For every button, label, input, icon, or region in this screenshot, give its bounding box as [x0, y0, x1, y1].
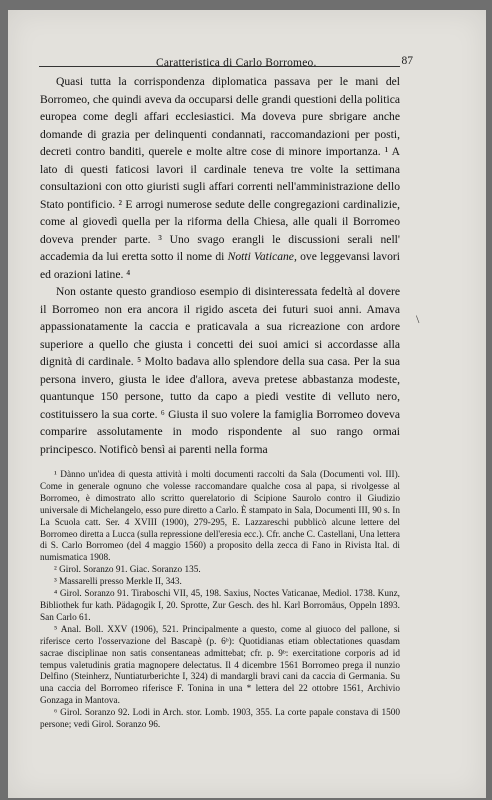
paragraph-1 — [40, 73, 400, 283]
paragraph-1-italic: Notti Vaticane, — [227, 250, 297, 263]
margin-mark: \ — [416, 312, 420, 326]
running-header — [46, 55, 413, 71]
header-rule — [39, 66, 400, 67]
footnote: ³ Massarelli presso Merkle II, 343. — [54, 577, 182, 588]
paragraph-2: Non ostante questo grandioso esempio di disinteressata fedeltà al dovere il Borromeo non era ancora il rigido asceta dei futuri suoi anni. Amava appassionatamente la caccia e praticavala a sua ricreazione con ardore superiore a quello che giusta i concetti dei suoi amici si accordasse alla dignità di cardinale. ⁵ Molto badava allo splendore della sua casa. Per la sua persona invero, giusta le idee d'allora, aveva pretese abbastanza modeste, quantunque 150 persone, tutto da capo a piedi vestite di velluto nero, costituissero la sua corte. ⁶ Giusta il suo volere la famiglia Borromeo doveva comparire assolutamente in modo rispondente al suo rango ormai principesco. Notificò bensì ai parenti nella forma — [40, 285, 400, 456]
footnote: ⁴ Girol. Soranzo 91. Tiraboschi VII, 45, 198. Saxius, Noctes Vaticanae, Mediol. 1738. Kunz, Bibliothek fur kath. Pädagogik I, 20. Sprotte, Zur Gesch. des hl. Karl Borromäus, Oppeln 1893. San Carlo 61. — [40, 589, 400, 623]
running-title: Caratteristica di Carlo Borromeo. — [156, 57, 317, 69]
main-text — [40, 73, 400, 458]
footnote: ¹ Dànno un'idea di questa attività i molti documenti raccolti da Sala (Documenti vol. III). Come in generale ognuno che volesse raccomandare qualche cosa al papa, si rivolgesse al Borromeo, è dimostrato allo scritto querelatorio di Scipione Saurolo contro il Giudizio universale di Michelangelo, esso pure diretto a Carlo. È stampato in Sala, Documenti III, 90 s. In La Scuola catt. Ser. 4 XVIII (1900), 279-295, E. Lazzareschi pubblicò alcune lettere del Borromeo diretta a Lucca (sulla repressione dell'eresia ecc.). Cfr. anche C. Castellani, Una lettera di S. Carlo Borromeo (del 4 maggio 1560) a proposito della zecca di Fano in Rivista Ital. di numismatica 1908. — [40, 470, 400, 564]
footnote: ⁶ Girol. Soranzo 92. Lodi in Arch. stor. Lomb. 1903, 355. La corte papale constava di 1500 persone; vedi Girol. Soranzo 96. — [40, 708, 400, 731]
paragraph-1-end: ove leggevansi lavori ed orazioni latine. ⁴ — [40, 250, 400, 281]
page-number: 87 — [401, 55, 413, 67]
footnote: ² Girol. Soranzo 91. Giac. Soranzo 135. — [54, 565, 201, 576]
paragraph-1-text: Quasi tutta la corrispondenza diplomatica passava per le mani del Borromeo, che quindi aveva da occuparsi delle grandi questioni della politica europea come degli affari ecclesiastici. Ma doveva pure sbrigare anche domande di grazia per delinquenti condannati, raccomandazioni per posti, decreti contro banditi, querele e molte altre cose di minore importanza. ¹ A lato di questi faticosi lavori il cardinale teneva tre volte la settimana consultazioni con otto giuristi sugli affari correnti nell'amministrazione dello Stato pontificio. ² E arrogi numerose sedute delle congregazioni cardinalizie, come al giovedì quella per la riforma della Chiesa, alle quali il Borromeo doveva prender parte. ³ Uno svago erangli le discussioni serali nell' accademia da lui eretta sotto il nome di — [40, 75, 400, 263]
footnote: ⁵ Anal. Boll. XXV (1906), 521. Principalmente a questo, come al giuoco del pallone, si riferisce certo l'osservazione del Bascapè (p. 6ᵇ): Quotidianas etiam oblectationes quasdam sacrae disciplinae non satis consentaneas admittebat; cfr. p. 9ᵇ: exercitatione corporis ad id tempus valetudinis gratia magnopere delectatus. Il 4 dicembre 1561 Borromeo prega il nunzio Delfino (Steinherz, Nuntiaturberichte I, 324) di mandargli bravi cani da caccia di Germania. Su una caccia del Borromeo riferisce F. Tonina in una * lettera del 22 ottobre 1561, Archivio Gonzaga in Mantova. — [40, 624, 400, 707]
footnotes — [40, 470, 400, 732]
